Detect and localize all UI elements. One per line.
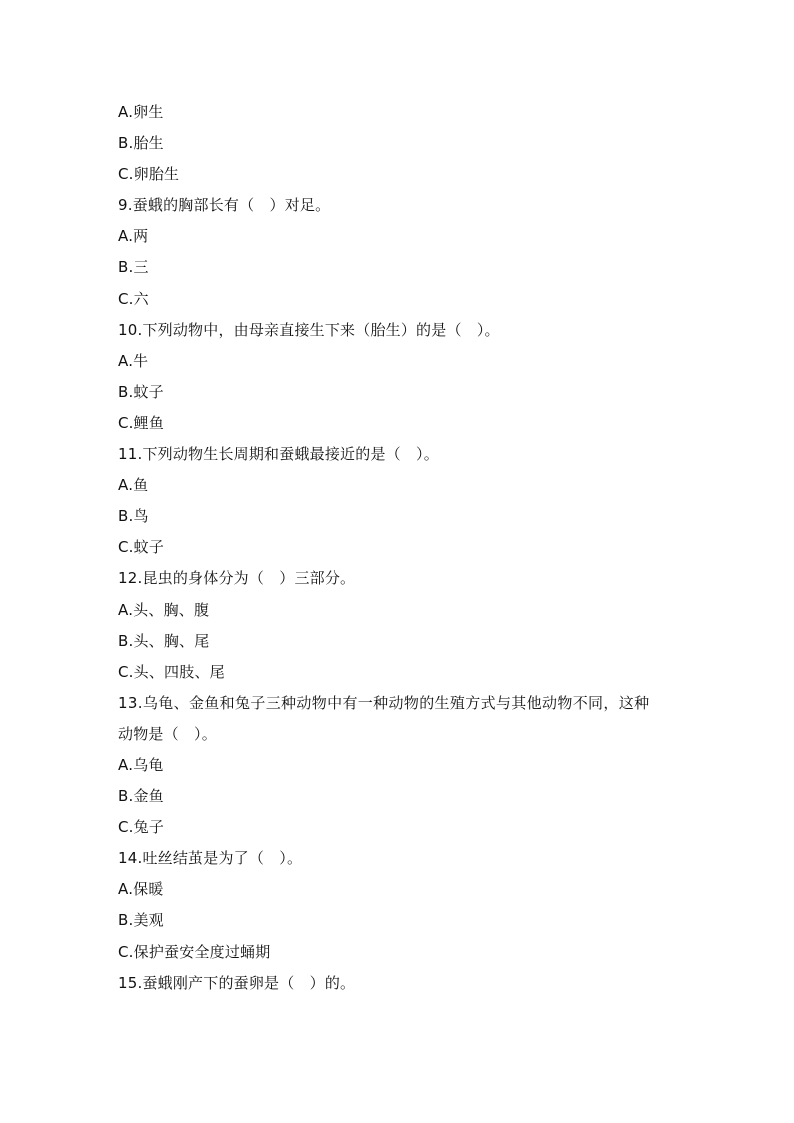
- option-line: C.六: [118, 289, 149, 308]
- option-line: C.卵胎生: [118, 165, 180, 184]
- question-13: 13.乌龟、金鱼和兔子三种动物中有一种动物的生殖方式与其他动物不同，这种: [118, 693, 650, 712]
- question-9: 9.蚕蛾的胸部长有（ ）对足。: [118, 196, 331, 215]
- option-line: B.三: [118, 258, 149, 277]
- option-line: A.乌龟: [118, 755, 164, 774]
- option-line: C.兔子: [118, 818, 165, 837]
- question-11: 11.下列动物生长周期和蚕蛾最接近的是（ ）。: [118, 445, 439, 464]
- option-line: B.胎生: [118, 134, 164, 153]
- option-line: B.鸟: [118, 507, 149, 526]
- option-line: B.头、胸、尾: [118, 631, 210, 650]
- option-line: A.两: [118, 227, 149, 246]
- question-10: 10.下列动物中，由母亲直接生下来（胎生）的是（ ）。: [118, 320, 500, 339]
- option-line: B.蚊子: [118, 382, 164, 401]
- option-line: A.卵生: [118, 103, 164, 121]
- option-line: A.牛: [118, 351, 149, 370]
- option-line: C.保护蚕安全度过蛹期: [118, 942, 271, 961]
- option-line: A.保暖: [118, 880, 164, 899]
- document-page: [118, 97, 698, 999]
- question-15: 15.蚕蛾刚产下的蚕卵是（ ）的。: [118, 973, 356, 992]
- question-14: 14.吐丝结茧是为了（ ）。: [118, 849, 303, 868]
- option-line: A.头、胸、腹: [118, 600, 210, 619]
- option-line: C.蚊子: [118, 538, 165, 557]
- option-line: B.美观: [118, 911, 164, 930]
- option-line: C.头、四肢、尾: [118, 662, 225, 681]
- question-13-continued: 动物是（ ）。: [118, 724, 217, 743]
- option-line: A.鱼: [118, 476, 149, 495]
- question-12: 12.昆虫的身体分为（ ）三部分。: [118, 569, 356, 588]
- option-line: C.鲤鱼: [118, 413, 165, 432]
- option-line: B.金鱼: [118, 787, 164, 806]
